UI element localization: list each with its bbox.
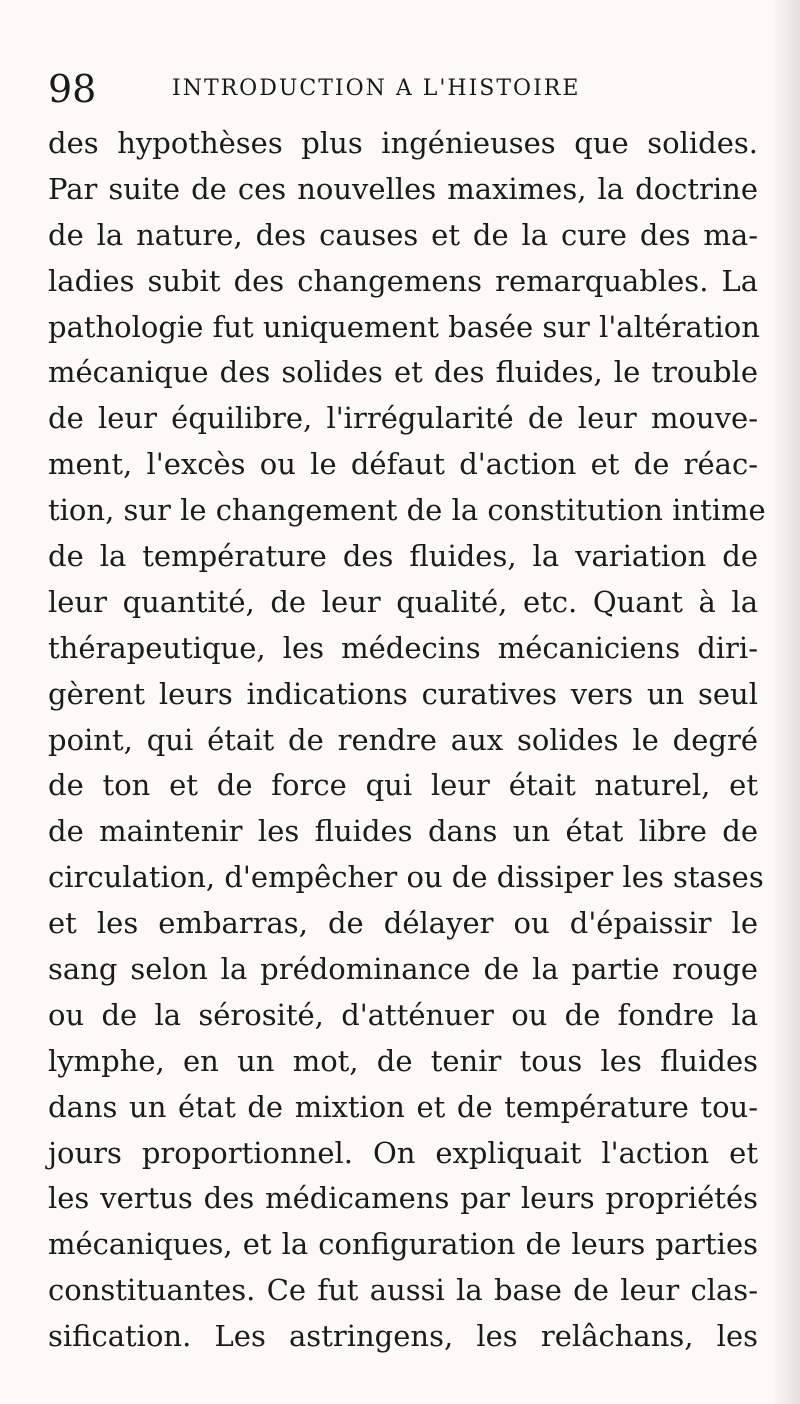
text-line: Par suite de ces nouvelles maximes, la doctrine	[48, 171, 758, 206]
text-line: circulation, d'empêcher ou de dissiper les stases	[48, 860, 764, 895]
page-edge-shadow	[772, 0, 800, 1404]
text-line: de la température des fluides, la variation de	[48, 539, 758, 574]
text-line: lymphe, en un mot, de tenir tous les fluides	[48, 1043, 758, 1078]
text-line: pathologie fut uniquement basée sur l'altération	[48, 309, 760, 344]
text-line: ou de la sérosité, d'atténuer ou de fondre la	[48, 997, 758, 1032]
text-line: ladies subit des changemens remarquables. La	[48, 263, 758, 298]
text-line: des hypothèses plus ingénieuses que solides.	[48, 126, 758, 160]
text-line: de la nature, des causes et de la cure des ma-	[48, 217, 758, 252]
text-line: point, qui était de rendre aux solides le degré	[48, 722, 758, 757]
text-line: thérapeutique, les médecins mécaniciens diri-	[48, 630, 758, 665]
text-line: ment, l'excès ou le défaut d'action et de réac-	[48, 447, 758, 482]
body-text	[48, 121, 766, 1360]
text-line: de ton et de force qui leur était naturel, et	[48, 768, 758, 803]
text-line: sification. Les astringens, les relâchans, les	[48, 1319, 758, 1354]
text-line: sang selon la prédominance de la partie rouge	[48, 952, 758, 987]
text-line: constituantes. Ce fut aussi la base de leur clas-	[48, 1273, 758, 1308]
text-line: gèrent leurs indications curatives vers un seul	[48, 676, 758, 711]
text-line: tion, sur le changement de la constitution intime	[48, 493, 766, 528]
page-header	[48, 64, 758, 114]
text-line: leur quantité, de leur qualité, etc. Quant à la	[48, 584, 758, 619]
text-line: dans un état de mixtion et de température tou-	[48, 1089, 758, 1124]
running-head: INTRODUCTION A L'HISTOIRE	[172, 76, 581, 101]
text-line: de maintenir les fluides dans un état libre de	[48, 814, 758, 849]
text-line: de leur équilibre, l'irrégularité de leur mouve-	[48, 401, 758, 436]
text-line: mécanique des solides et des fluides, le trouble	[48, 355, 758, 390]
text-line: les vertus des médicamens par leurs propriétés	[48, 1181, 758, 1216]
text-line: et les embarras, de délayer ou d'épaissir le	[48, 906, 758, 941]
text-line: mécaniques, et la configuration de leurs parties	[48, 1227, 758, 1262]
page-number: 98	[48, 67, 97, 111]
text-line: jours proportionnel. On expliquait l'action et	[48, 1135, 758, 1170]
